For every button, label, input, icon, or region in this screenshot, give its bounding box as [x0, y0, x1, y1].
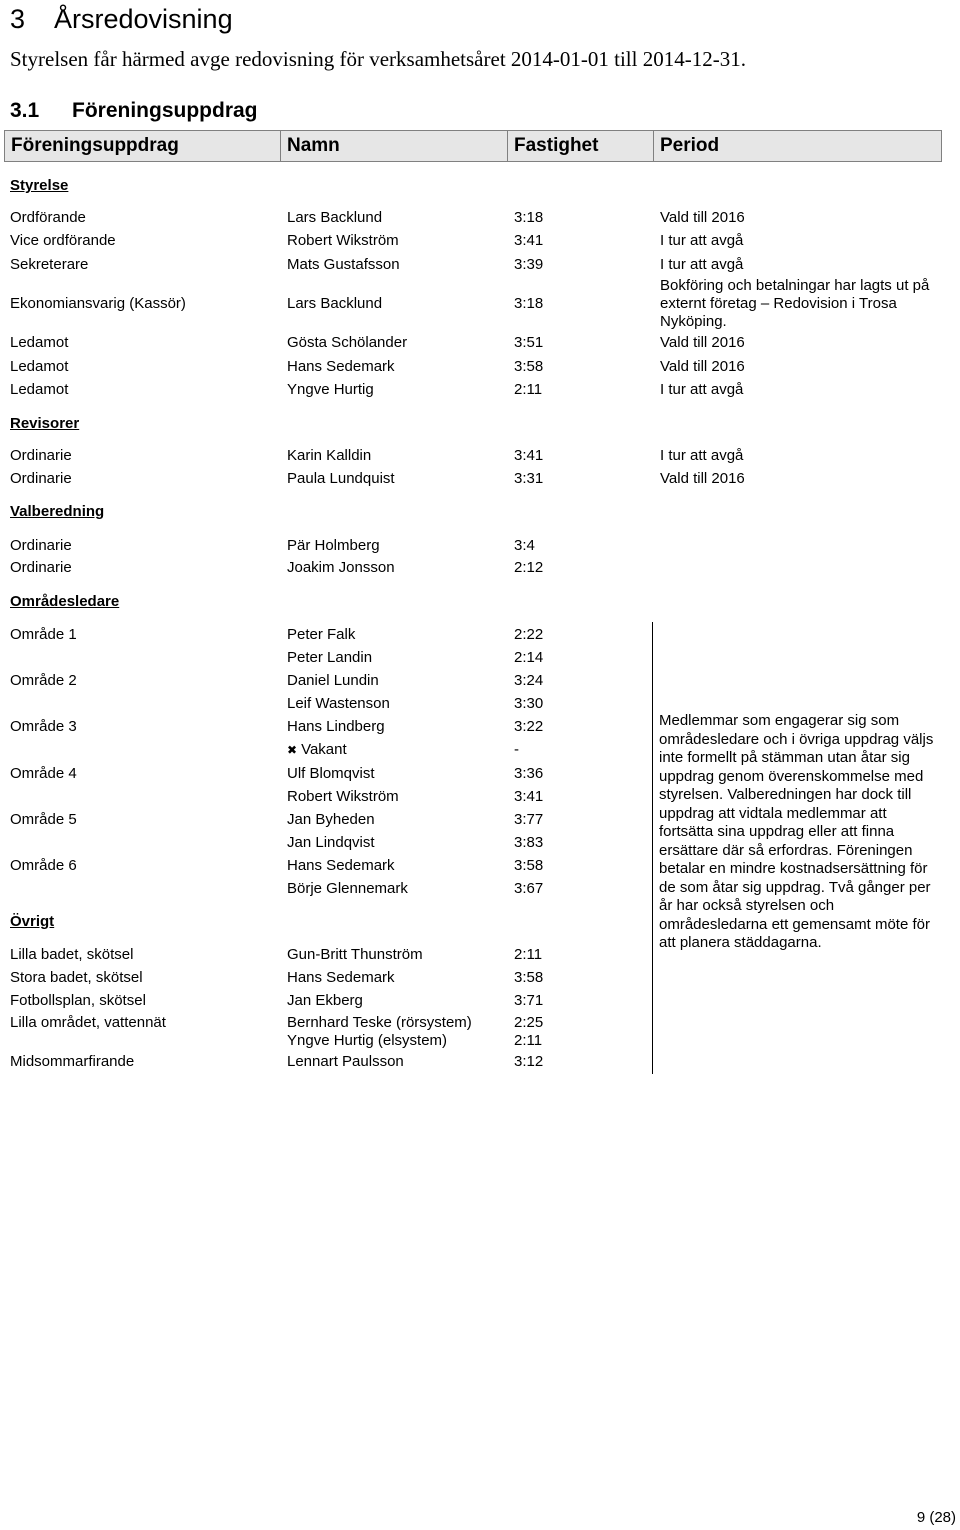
- cell-name: Hans Sedemark: [287, 857, 395, 874]
- cell-period: Vald till 2016: [660, 470, 745, 487]
- cell-name: Lars Backlund: [287, 295, 383, 312]
- cell-period: I tur att avgå: [660, 381, 744, 398]
- cell-name: Jan Byheden: [287, 811, 375, 828]
- cell-name: Hans Sedemark: [287, 358, 395, 375]
- cell-role: Område 3: [10, 718, 77, 735]
- cell-period-note: Bokföring och betalningar har lagts ut på externt företag – Redovision i Trosa Nyköping.: [660, 277, 930, 330]
- cell-name: Peter Landin: [287, 649, 373, 666]
- intro-text: Styrelsen får härmed avge redovisning för verksamhetsåret 2014-01-01 till 2014-12-31.: [10, 47, 746, 71]
- cell-name-vacant: [287, 741, 347, 759]
- section-title-omradesledare: Områdesledare: [10, 593, 120, 610]
- cell-role: Ordinarie: [10, 470, 72, 487]
- cell-role: Ordinarie: [10, 537, 72, 554]
- cell-name: Yngve Hurtig: [287, 381, 374, 398]
- section-heading: [10, 96, 258, 126]
- cell-property: 3:77: [514, 811, 544, 828]
- cell-name: Bernhard Teske (rörsystem): [287, 1014, 472, 1031]
- table-header: [4, 130, 942, 162]
- cell-role: Ledamot: [10, 358, 69, 375]
- cell-name: Vakant: [301, 741, 347, 758]
- cell-role: Ordinarie: [10, 559, 72, 576]
- cell-role: Område 4: [10, 765, 77, 782]
- omradesledare-note: Medlemmar som engagerar sig som områdesledare och i övriga uppdrag väljs inte formellt på stämman utan åtar sig uppdrag genom överenskommelse med styrelsen. Valberedningen har dock till uppdrag att vidtala medlemmar att fortsätta sina uppdrag eller att finna ersättare där så erfordras. Föreningen betalar en mindre kostnadsersättning för de som åtar sig uppdrag. Två gånger per år har också styrelsen och områdesledarna ett gemensamt möte för att planera städdagarna.: [659, 712, 934, 951]
- cell-property: 3:58: [514, 969, 544, 986]
- cell-period: I tur att avgå: [660, 232, 744, 249]
- cell-name: Börje Glennemark: [287, 880, 408, 897]
- header-name: Namn: [281, 131, 508, 161]
- cell-property: 3:71: [514, 992, 544, 1009]
- cell-property: 3:36: [514, 765, 544, 782]
- cell-property: 2:22: [514, 626, 544, 643]
- cell-name: Robert Wikström: [287, 232, 399, 249]
- cell-role: Sekreterare: [10, 256, 89, 273]
- cell-role: Ekonomiansvarig (Kassör): [10, 295, 186, 312]
- cell-role: Vice ordförande: [10, 232, 116, 249]
- cell-period: Vald till 2016: [660, 334, 745, 351]
- cell-property: 3:41: [514, 788, 544, 805]
- header-period: Period: [660, 135, 720, 156]
- cell-property: 3:4: [514, 537, 535, 554]
- cell-name: Lars Backlund: [287, 209, 383, 226]
- cell-name: Leif Wastenson: [287, 695, 390, 712]
- cell-name: Lennart Paulsson: [287, 1053, 404, 1070]
- section-title: Föreningsuppdrag: [72, 99, 258, 122]
- cell-role: Område 2: [10, 672, 77, 689]
- cell-role: Område 1: [10, 626, 77, 643]
- cell-role: Lilla badet, skötsel: [10, 946, 134, 963]
- cell-name: Paula Lundquist: [287, 470, 395, 487]
- cell-period: Vald till 2016: [660, 358, 745, 375]
- section-title-styrelse: Styrelse: [10, 177, 69, 194]
- cell-name: Jan Lindqvist: [287, 834, 375, 851]
- cell-name: Robert Wikström: [287, 788, 399, 805]
- cell-role: Ledamot: [10, 381, 69, 398]
- cell-period: I tur att avgå: [660, 447, 744, 464]
- cell-property: 3:83: [514, 834, 544, 851]
- cell-property: 3:58: [514, 358, 544, 375]
- cell-role: Ledamot: [10, 334, 69, 351]
- cell-name: Daniel Lundin: [287, 672, 379, 689]
- section-number: 3.1: [10, 99, 40, 122]
- cell-role: Lilla området, vattennät: [10, 1014, 166, 1031]
- cell-property: 3:30: [514, 695, 544, 712]
- cell-role: Område 6: [10, 857, 77, 874]
- cell-property: 3:22: [514, 718, 544, 735]
- section-title-valberedning: Valberedning: [10, 503, 105, 520]
- cell-property: -: [514, 741, 519, 758]
- cross-icon: ✖: [287, 743, 298, 757]
- cell-name: Joakim Jonsson: [287, 559, 395, 576]
- cell-property: 2:12: [514, 559, 544, 576]
- cell-property: 3:39: [514, 256, 544, 273]
- cell-property: 2:11: [514, 381, 543, 398]
- cell-role: Ordinarie: [10, 447, 72, 464]
- cell-period: Vald till 2016: [660, 209, 745, 226]
- chapter-heading: [10, 2, 233, 36]
- cell-role: Stora badet, skötsel: [10, 969, 143, 986]
- cell-name: Karin Kalldin: [287, 447, 372, 464]
- cell-name: Peter Falk: [287, 626, 356, 643]
- cell-property: 3:67: [514, 880, 544, 897]
- cell-property: 3:41: [514, 447, 544, 464]
- section-title-ovrigt: Övrigt: [10, 913, 55, 930]
- cell-role: Midsommarfirande: [10, 1053, 135, 1070]
- page-number: 9 (28): [916, 1509, 956, 1526]
- cell-name: Mats Gustafsson: [287, 256, 400, 273]
- cell-name: Jan Ekberg: [287, 992, 363, 1009]
- cell-role: Område 5: [10, 811, 77, 828]
- cell-role: Ordförande: [10, 209, 86, 226]
- cell-property: 2:25: [514, 1014, 544, 1031]
- cell-property: 3:41: [514, 232, 544, 249]
- cell-period: I tur att avgå: [660, 256, 744, 273]
- chapter-number: 3: [10, 4, 26, 34]
- cell-property: 3:18: [514, 295, 544, 312]
- cell-name: Ulf Blomqvist: [287, 765, 375, 782]
- section-title-revisorer: Revisorer: [10, 415, 80, 432]
- cell-property: 3:18: [514, 209, 544, 226]
- cell-property: 3:31: [514, 470, 544, 487]
- header-role: Föreningsuppdrag: [5, 131, 281, 161]
- cell-property: 3:51: [514, 334, 544, 351]
- column-divider: [652, 622, 653, 1074]
- cell-property: 2:11: [514, 946, 543, 963]
- cell-property: 3:24: [514, 672, 544, 689]
- cell-name: Pär Holmberg: [287, 537, 380, 554]
- cell-property: 3:12: [514, 1053, 544, 1070]
- cell-property: 2:11: [514, 1032, 543, 1049]
- cell-name: Hans Lindberg: [287, 718, 385, 735]
- cell-property: 2:14: [514, 649, 544, 666]
- cell-role: Fotbollsplan, skötsel: [10, 992, 146, 1009]
- cell-name: Yngve Hurtig (elsystem): [287, 1032, 448, 1049]
- chapter-title: Årsredovisning: [54, 4, 233, 34]
- cell-name: Gun-Britt Thunström: [287, 946, 423, 963]
- header-property: Fastighet: [508, 131, 654, 161]
- cell-name: Gösta Schölander: [287, 334, 408, 351]
- cell-property: 3:58: [514, 857, 544, 874]
- cell-name: Hans Sedemark: [287, 969, 395, 986]
